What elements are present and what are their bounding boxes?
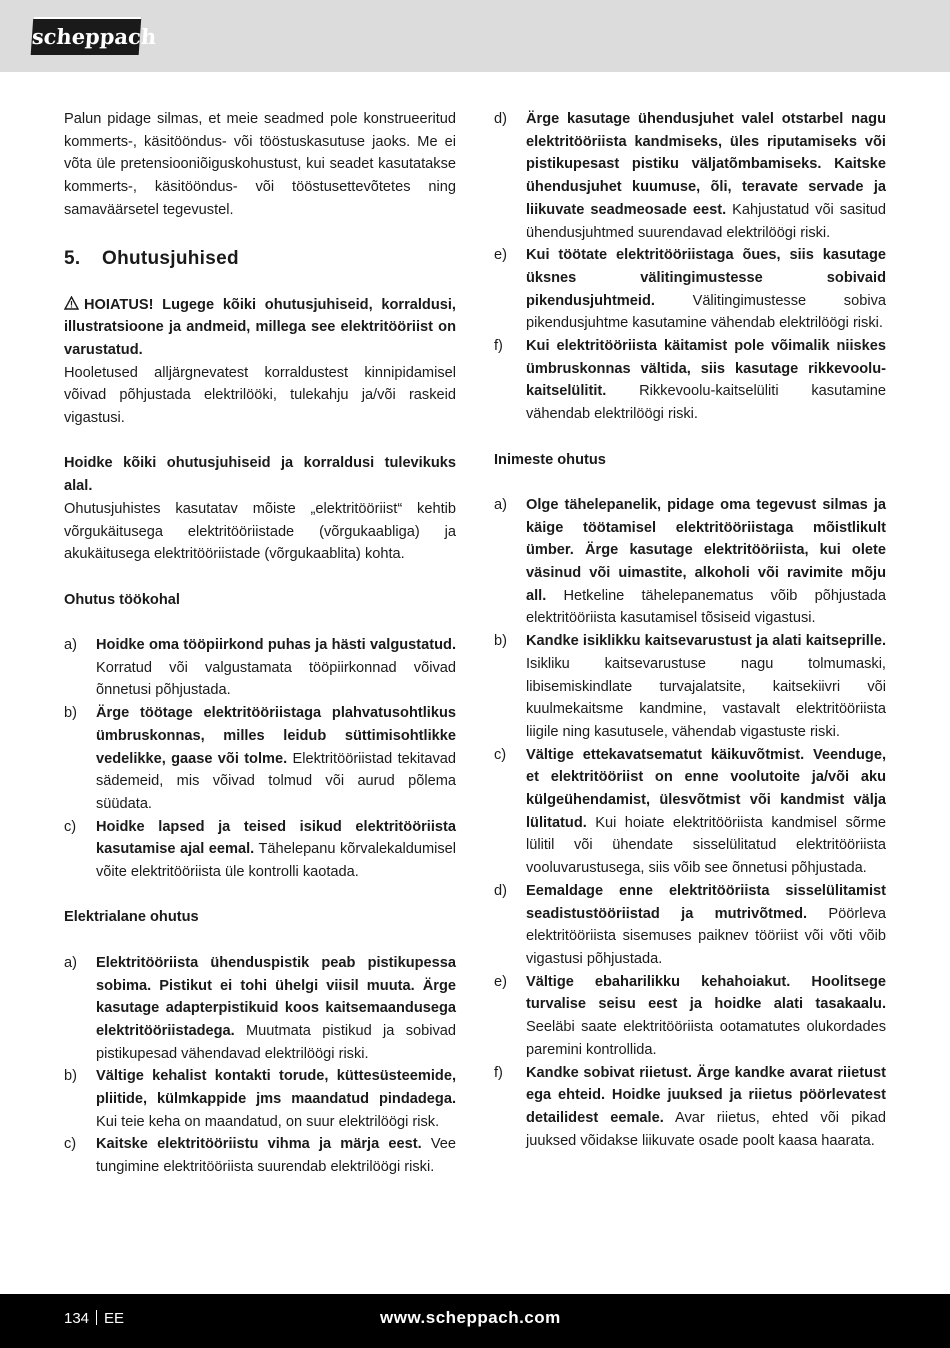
list-item: [64, 634, 456, 702]
right-column: [494, 108, 886, 1152]
item-bold-text: Vältige ebaharilikku kehahoiakut. Hoolitsege turvalise seisu eest ja hoidke alati tasakaalu.: [526, 973, 886, 1013]
item-body: [96, 634, 456, 702]
item-bold-text: Ärge kasutage ühendusjuhet valel otstarbel nagu elektritööriista kandmiseks, üles riputamiseks või pistikupesast pistiku väljatõmbamiseks. Kaitske ühendusjuhet kuumuse, õli, teravate servade ja liikuvate seadmeosade eest.: [526, 111, 886, 218]
item-text: Hetkeline tähelepanematus võib põhjustada elektritööriista kasutamisel tõsiseid vigastusi.: [526, 587, 886, 627]
list-item: [64, 702, 456, 816]
warning-bold-text: HOIATUS! Lugege kõiki ohutusjuhiseid, korraldusi, illustratsioone ja andmeid, millega see elektritööriist on varustatud.: [64, 296, 456, 358]
item-letter: b): [494, 633, 507, 650]
item-bold-text: Eemaldage enne elektritööriista sisselülitamist seadistustööriistad ja mutrivõtmed.: [526, 882, 886, 922]
item-body: [526, 744, 886, 880]
warning-triangle-icon: [64, 296, 79, 310]
list-item: [494, 1062, 886, 1153]
item-letter: a): [494, 496, 507, 513]
list-item: [494, 108, 886, 244]
language-code: EE: [104, 1310, 125, 1327]
list-item: [494, 744, 886, 880]
item-letter: f): [494, 1064, 503, 1081]
item-letter: e): [494, 247, 507, 264]
section-heading: [64, 246, 456, 272]
item-bold-text: Kandke sobivat riietust. Ärge kandke avarat riietust ega ehteid. Hoidke juuksed ja riietus pöörlevatest detailidest eemale.: [526, 1064, 886, 1126]
item-body: [96, 702, 456, 816]
website-link[interactable]: www.scheppach.com: [380, 1308, 561, 1327]
item-text: Kui teie keha on maandatud, on suur elektrilöögi risk.: [96, 1113, 440, 1130]
list-item: [64, 1065, 456, 1133]
item-body: [526, 244, 886, 335]
item-bold-text: Kaitske elektritööriistu vihma ja märja eest.: [96, 1136, 422, 1153]
warning-paragraph: [64, 294, 456, 362]
item-text: Avar riietus, ehted või pikad juuksed võidakse liikuvate osade poolt kaasa haarata.: [526, 1109, 886, 1149]
item-bold-text: Kandke isiklikku kaitsevarustust ja alati kaitseprille.: [526, 633, 886, 650]
item-bold-text: Hoidke oma tööpiirkond puhas ja hästi valgustatud.: [96, 637, 456, 654]
item-letter: c): [494, 746, 507, 763]
item-text: Elektritööriistad tekitavad sädemeid, mis võivad tolmud või aurud põlema süüdata.: [96, 750, 456, 812]
item-text: Vee tungimine elektritööriista suurendab elektrilöögi riski.: [96, 1136, 456, 1176]
list-item: [494, 880, 886, 971]
header-band: [0, 0, 950, 72]
intro-paragraph: Palun pidage silmas, et meie seadmed pole konstrueeritud kommerts-, käsitööndus- või tööstuskasutuse jaoks. Me ei võta üle pretensiooniõiguskohustust, kui seadet kasutatakse kommerts-, käsitööndus- või tööstusettevõtetes ning samaväärsetel tegevustel.: [64, 111, 456, 218]
item-body: [526, 880, 886, 971]
item-body: [96, 952, 456, 1066]
item-letter: c): [64, 818, 77, 835]
electrical-list: [64, 952, 456, 1179]
item-bold-text: Kui töötate elektritööriistaga õues, siis kasutage üksnes välitingimustesse sobivaid pikendusjuhtmeid.: [526, 247, 886, 309]
brand-logo: scheppach: [31, 17, 142, 55]
list-item: [494, 971, 886, 1062]
list-item: [64, 952, 456, 1066]
item-text: Muutmata pistikud ja sobivad pistikupesad vähendavad elektrilöögi riski.: [96, 1022, 456, 1062]
footer-separator: [96, 1310, 97, 1325]
page-number: 134: [64, 1310, 90, 1327]
keep-text: Ohutusjuhistes kasutatav mõiste „elektritööriist“ kehtib võrgukäitusega elektritööriistade (võrgukaabliga) ja akukäitusega elektritööriistade (võrgukaablita) kohta.: [64, 500, 456, 563]
workplace-list: [64, 634, 456, 884]
workplace-heading: Ohutus töökohal: [64, 591, 180, 608]
item-text: Seeläbi saate elektritööriista ootamatutes olukordades paremini kontrollida.: [526, 1019, 886, 1058]
page-indicator: [64, 1310, 124, 1327]
item-body: [526, 1062, 886, 1153]
item-letter: a): [64, 637, 77, 654]
item-bold-text: Olge tähelepanelik, pidage oma tegevust silmas ja käige töötamisel elektritööriistaga mõistlikult ümber. Ärge kasutage elektritööriista, kui olete väsinud või uimastite, alkoholi või ravimite mõju all.: [526, 496, 886, 604]
warning-text: Hooletused alljärgnevatest korraldustest kinnipidamisel võivad põhjustada elektrilööki, tulekahju ja/või raskeid vigastusi.: [64, 364, 456, 427]
electrical-heading: Elektrialane ohutus: [64, 909, 199, 926]
item-letter: c): [64, 1136, 77, 1153]
item-letter: e): [494, 973, 507, 990]
section-number: 5.: [64, 247, 81, 269]
item-bold-text: Elektritööriista ühenduspistik peab pistikupessa sobima. Pistikut ei tohi ühelgi viisil muuta. Ärge kasutage adapterpistikuid koos kaitsemaandusega elektritööriistadega.: [96, 954, 456, 1039]
item-body: [526, 630, 886, 744]
list-item: [494, 335, 886, 426]
item-text: Kui hoiate elektritööriista kandmisel sõrme lülitil või ühendate sisselülitatud elektritööriista vooluvarustusega, siis võib see õnnetusi põhjustada.: [526, 814, 886, 877]
item-bold-text: Vältige kehalist kontakti torude, küttesüsteemide, pliitide, külmkappide jms maandatud pindadega.: [96, 1068, 456, 1108]
item-text: Tähelepanu kõrvalekaldumisel võite elektritööriista üle kontrolli kaotada.: [96, 841, 456, 881]
item-letter: b): [64, 705, 77, 722]
section-title: Ohutusjuhised: [102, 247, 239, 269]
list-item: [64, 1133, 456, 1178]
list-item: [64, 816, 456, 884]
item-letter: d): [494, 111, 507, 127]
item-text: Pöörleva elektritööriista sisemuses paiknev tööriist või võti võib vigastusi põhjustada.: [526, 905, 887, 967]
item-body: [96, 816, 456, 884]
item-bold-text: Kui elektritööriista käitamist pole võimalik niiskes ümbruskonnas vältida, siis kasutage rikkevoolu-kaitselülitit.: [526, 338, 886, 400]
item-text: Välitingimustesse sobiva pikendusjuhtme kasutamine vähendab elektrilöögi riski.: [526, 292, 886, 332]
item-body: [96, 1133, 456, 1178]
item-body: [526, 108, 886, 244]
item-bold-text: Vältige ettekavatsematut käikuvõtmist. Veenduge, et elektritööriist on enne voolutoite ja/või aku külgeühendamist, ülesvõtmist või kandmist välja lülitatud.: [526, 746, 886, 831]
people-list: [494, 494, 886, 1152]
item-letter: b): [64, 1068, 77, 1085]
list-item: [494, 494, 886, 630]
item-body: [526, 335, 886, 426]
item-body: [526, 971, 886, 1062]
item-text: Kahjustatud või sasitud ühendusjuhtmed suurendavad elektrilöögi riski.: [526, 201, 887, 241]
item-letter: d): [494, 882, 507, 899]
footer-bar: [0, 1294, 950, 1348]
item-body: [526, 494, 886, 630]
electrical-cont-list: [494, 108, 886, 426]
item-body: [96, 1065, 456, 1133]
left-column: [64, 108, 456, 1179]
item-bold-text: Ärge töötage elektritööriistaga plahvatusohtlikus ümbruskonnas, milles leidub süttimisohtlikke vedelikke, gaase või tolme.: [96, 705, 456, 767]
item-text: Korratud või valgustamata tööpiirkonnad võivad õnnetusi põhjustada.: [96, 659, 456, 699]
people-heading: Inimeste ohutus: [494, 451, 606, 468]
keep-bold-text: [64, 452, 456, 497]
item-letter: a): [64, 954, 77, 971]
item-letter: f): [494, 338, 503, 355]
list-item: [494, 630, 886, 744]
keep-bold: Hoidke kõiki ohutusjuhiseid ja korraldusi tulevikuks alal.: [64, 455, 456, 495]
list-item: [494, 244, 886, 335]
item-text: Isikliku kaitsevarustuse nagu tolmumaski, libisemiskindlate turvajalatsite, kaitsekiivri või kuulmekaitsme kandmine, vastavalt elektritööriista liigile ning kasutusele, vähendab vigastuste riski.: [526, 655, 886, 740]
item-bold-text: Hoidke lapsed ja teised isikud elektritööriista kasutamise ajal eemal.: [96, 818, 456, 858]
item-text: Rikkevoolu-kaitselüliti kasutamine vähendab elektrilöögi riski.: [526, 383, 886, 423]
